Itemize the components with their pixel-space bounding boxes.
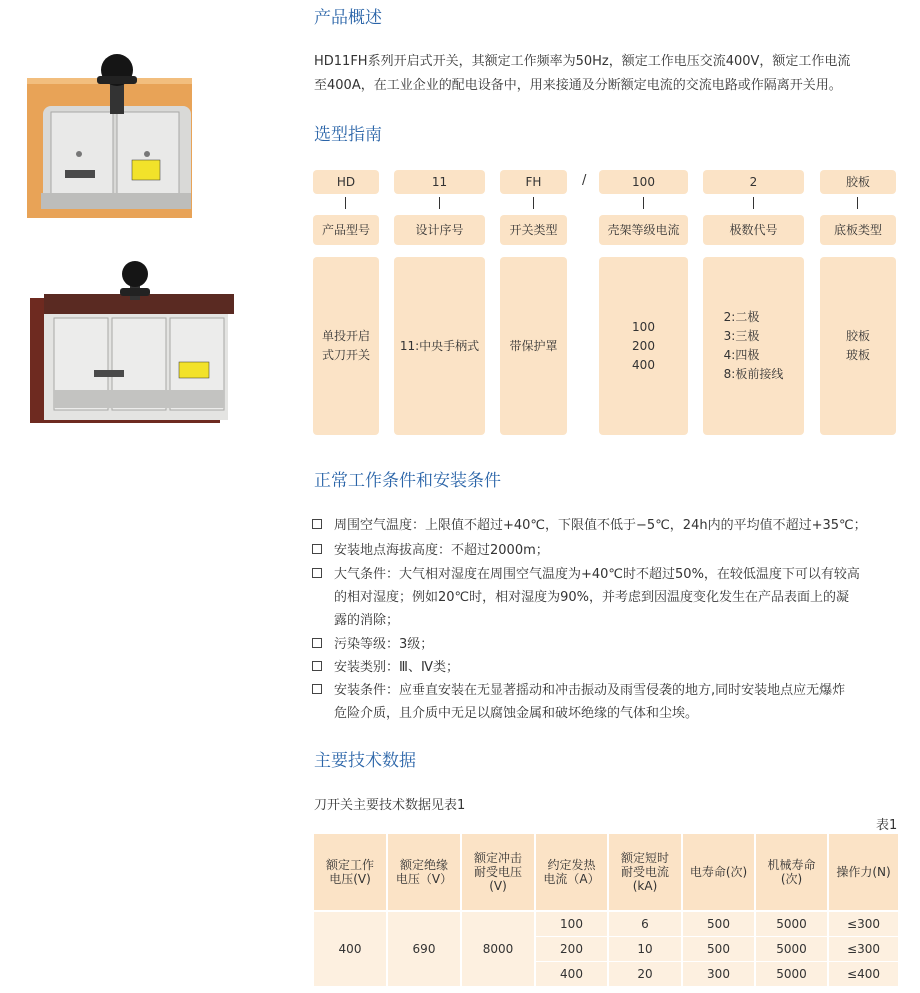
- desc-current: 100 200 400: [599, 257, 688, 435]
- desc-design: 11:中央手柄式: [394, 257, 485, 435]
- cell-impulse-voltage: 8000: [462, 912, 536, 987]
- condition-item: 安装地点海拔高度：不超过2000m；: [312, 539, 912, 562]
- overview-line-1: HD11FH系列开启式开关，其额定工作频率为50Hz，额定工作电压交流400V，额定工作电流: [314, 54, 851, 69]
- label-poles: 极数代号: [703, 215, 804, 245]
- table-cell: 500: [683, 912, 756, 937]
- header-rated-voltage: 额定工作 电压(V): [314, 834, 388, 912]
- tech-intro: 刀开关主要技术数据见表1: [314, 798, 466, 813]
- connector-line: [439, 197, 440, 209]
- checkbox-icon: [312, 568, 322, 578]
- label-model: 产品型号: [313, 215, 379, 245]
- label-type: 开关类型: [500, 215, 567, 245]
- connector-line: [753, 197, 754, 209]
- code-box-base: 胶板: [820, 170, 896, 194]
- tech-data-table: [314, 834, 898, 987]
- table-cell: 5000: [756, 962, 829, 987]
- header-thermal-current: 约定发热 电流（A）: [536, 834, 609, 912]
- table-cell: 500: [683, 937, 756, 962]
- table-caption: 表1: [876, 818, 898, 833]
- desc-type: 带保护罩: [500, 257, 567, 435]
- table-cell: ≤400: [829, 962, 898, 987]
- table-cell: 100: [536, 912, 609, 937]
- code-box-design: 11: [394, 170, 485, 194]
- label-base: 底板类型: [820, 215, 896, 245]
- connector-line: [345, 197, 346, 209]
- condition-item: 安装条件：应垂直安装在无显著摇动和冲击振动及雨雪侵袭的地方,同时安装地点应无爆炸 危险介质，且介质中无足以腐蚀金属和破坏绝缘的气体和尘埃。: [312, 679, 912, 725]
- table-cell: ≤300: [829, 912, 898, 937]
- table-row: [314, 912, 898, 937]
- header-mechanical-life: 机械寿命 (次): [756, 834, 829, 912]
- desc-poles: 2:二极 3:三极 4:四极 8:板前接线: [703, 257, 804, 435]
- checkbox-icon: [312, 519, 322, 529]
- table-cell: 200: [536, 937, 609, 962]
- table-cell: 400: [536, 962, 609, 987]
- code-box-model: HD: [313, 170, 379, 194]
- table-cell: 5000: [756, 937, 829, 962]
- table-cell: 300: [683, 962, 756, 987]
- header-operating-force: 操作力(N): [829, 834, 898, 912]
- product-photo-brown: [24, 258, 234, 427]
- connector-line: [533, 197, 534, 209]
- table-cell: 20: [609, 962, 683, 987]
- header-impulse-voltage: 额定冲击 耐受电压 (V): [462, 834, 536, 912]
- desc-model: 单投开启 式刀开关: [313, 257, 379, 435]
- cell-rated-voltage: 400: [314, 912, 388, 987]
- code-separator: /: [582, 173, 587, 188]
- label-current: 壳架等级电流: [599, 215, 688, 245]
- conditions-title: 正常工作条件和安装条件: [314, 471, 501, 491]
- tech-title: 主要技术数据: [314, 751, 416, 771]
- table-header-row: [314, 834, 898, 912]
- table-cell: 6: [609, 912, 683, 937]
- code-box-current: 100: [599, 170, 688, 194]
- condition-item: 污染等级：3级；: [312, 633, 912, 656]
- connector-line: [643, 197, 644, 209]
- label-design: 设计序号: [394, 215, 485, 245]
- table-cell: ≤300: [829, 937, 898, 962]
- checkbox-icon: [312, 661, 322, 671]
- checkbox-icon: [312, 638, 322, 648]
- table-cell: 5000: [756, 912, 829, 937]
- checkbox-icon: [312, 544, 322, 554]
- code-box-type: FH: [500, 170, 567, 194]
- connector-line: [857, 197, 858, 209]
- table-cell: 10: [609, 937, 683, 962]
- header-short-time-current: 额定短时 耐受电流 (kA): [609, 834, 683, 912]
- overview-line-2: 至400A，在工业企业的配电设备中，用来接通及分断额定电流的交流电路或作隔离开关用。: [314, 78, 842, 93]
- guide-title: 选型指南: [314, 125, 382, 145]
- checkbox-icon: [312, 684, 322, 694]
- product-photo-orange: [27, 48, 207, 222]
- overview-title: 产品概述: [314, 8, 382, 28]
- header-electrical-life: 电寿命(次): [683, 834, 756, 912]
- header-insulation-voltage: 额定绝缘 电压（V）: [388, 834, 462, 912]
- desc-base: 胶板 玻板: [820, 257, 896, 435]
- condition-item: 大气条件：大气相对湿度在周围空气温度为+40℃时不超过50%，在较低温度下可以有较高 的相对湿度；例如20℃时，相对湿度为90%，并考虑到因温度变化发生在产品表面上的凝 露的消除；: [312, 563, 912, 633]
- condition-item: 周围空气温度：上限值不超过+40℃，下限值不低于−5℃，24h内的平均值不超过+35℃；: [312, 514, 912, 537]
- code-box-poles: 2: [703, 170, 804, 194]
- condition-item: 安装类别：Ⅲ、Ⅳ类；: [312, 656, 912, 679]
- cell-insulation-voltage: 690: [388, 912, 462, 987]
